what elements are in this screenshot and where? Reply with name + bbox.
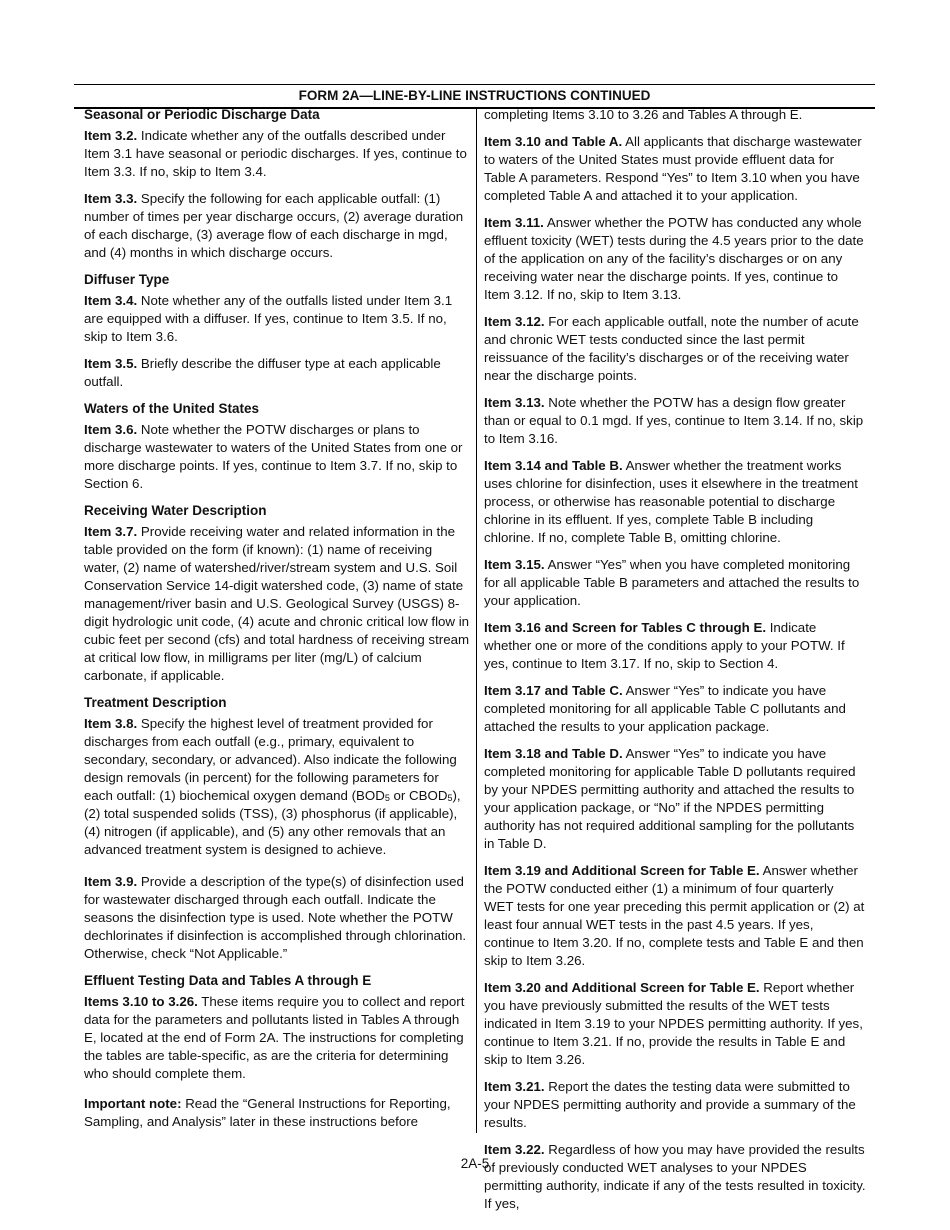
- item-3-5: [84, 355, 470, 391]
- section-heading-waters: Waters of the United States: [84, 401, 260, 416]
- section-heading-diffuser: Diffuser Type: [84, 272, 170, 287]
- important-note: [84, 1095, 470, 1131]
- item-lead: Item 3.6.: [84, 422, 138, 437]
- item-text: For each applicable outfall, note the number of acute and chronic WET tests conducted since the last permit reissuance of the facility’s discharges or of the receiving water near the discharge points.: [484, 314, 859, 383]
- item-text: Indicate whether any of the outfalls described under Item 3.1 have seasonal or periodic discharges. If yes, continue to Item 3.3. If no, skip to Item 3.4.: [84, 128, 467, 179]
- item-3-3: [84, 190, 470, 262]
- item-lead: Item 3.10 and Table A.: [484, 134, 623, 149]
- item-3-13: [484, 394, 866, 448]
- left-column: [84, 106, 470, 1133]
- item-3-8: [84, 715, 470, 859]
- item-lead: Item 3.2.: [84, 128, 138, 143]
- item-text: Answer whether the treatment works uses chlorine for disinfection, uses it elsewhere in the treatment process, or otherwise has reasonable potential to discharge chlorine in its effluent. If yes, complete Table B including chlorine. If no, complete Table B, omitting chlorine.: [484, 458, 858, 545]
- item-3-20: [484, 979, 866, 1069]
- item-lead: Item 3.22.: [484, 1142, 545, 1157]
- item-lead: Item 3.18 and Table D.: [484, 746, 623, 761]
- item-text: or CBOD: [389, 788, 448, 803]
- item-3-19: [484, 862, 866, 970]
- item-3-22: [484, 1141, 866, 1213]
- item-3-7: [84, 523, 470, 685]
- item-3-10: [484, 133, 866, 205]
- page-header: FORM 2A—LINE-BY-LINE INSTRUCTIONS CONTINUED: [74, 84, 875, 109]
- item-text: Answer whether the POTW conducted either (1) a minimum of four quarterly WET tests for one year preceding this permit application or (2) at least four annual WET tests in the past 4.5 years. If yes, continue to Item 3.20. If no, complete tests and Table E and then skip to Item 3.26.: [484, 863, 865, 968]
- item-text: Answer “Yes” when you have completed monitoring for all applicable Table B parameters and attached the results to your application.: [484, 557, 860, 608]
- item-lead: Item 3.16 and Screen for Tables C through E.: [484, 620, 767, 635]
- right-column: [484, 106, 866, 1211]
- item-text: Note whether the POTW has a design flow greater than or equal to 0.1 mgd. If yes, continue to Item 3.14. If no, skip to Item 3.16.: [484, 395, 864, 446]
- item-3-6: [84, 421, 470, 493]
- item-text: Answer “Yes” to indicate you have completed monitoring for applicable Table D pollutants required by your NPDES permitting authority and attached the results to your application package, or “No” if the NPDES permitting authority has not required additional sampling for the pollutants in Table D.: [484, 746, 856, 851]
- item-lead: Item 3.13.: [484, 395, 545, 410]
- item-text: Answer “Yes” to indicate you have completed monitoring for all applicable Table C pollutants and attached the results to your application package.: [484, 683, 846, 734]
- item-lead: Item 3.21.: [484, 1079, 545, 1094]
- item-lead: Item 3.12.: [484, 314, 545, 329]
- items-3-10-to-3-26: [84, 993, 470, 1083]
- item-lead: Item 3.11.: [484, 215, 544, 230]
- item-3-17: [484, 682, 866, 736]
- item-text: These items require you to collect and report data for the parameters and pollutants listed in Tables A through E, located at the end of Form 2A. The instructions for completing the tables are table-specific, as are the criteria for determining who should complete them.: [84, 994, 465, 1081]
- item-text: Provide a description of the type(s) of disinfection used for wastewater discharged through each outfall. Indicate the seasons the disinfection type is used. Note whether the POTW dechlorinates if disinfection is accomplished through chlorination. Otherwise, check “Not Applicable.”: [84, 874, 467, 961]
- item-text: Specify the following for each applicable outfall: (1) number of times per year discharge occurs, (2) average duration of each discharge, (3) average flow of each discharge in mgd, and (4) months in which discharge occurs.: [84, 191, 464, 260]
- page-number: 2A-5: [460, 1156, 490, 1171]
- item-3-4: [84, 292, 470, 346]
- item-lead: Item 3.7.: [84, 524, 138, 539]
- item-3-9: [84, 873, 470, 963]
- item-3-18: [484, 745, 866, 853]
- item-text: Note whether the POTW discharges or plans to discharge wastewater to waters of the United States from one or more discharge points. If yes, continue to Item 3.7. If no, skip to Section 6.: [84, 422, 463, 491]
- item-lead: Item 3.20 and Additional Screen for Table E.: [484, 980, 760, 995]
- item-lead: Important note:: [84, 1096, 182, 1111]
- item-text: Provide receiving water and related information in the table provided on the form (if known): (1) name of receiving water, (2) name of watershed/river/stream system and U.S. Soil Conservation Service 14-digit watershed code, (3) name of state management/river basin and U.S. Geological Survey (USGS) 8-digit hydrologic unit code, (4) acute and chronic critical low flow in cubic feet per second (cfs) and total hardness of receiving stream at critical low flow, in milligrams per liter (mg/L) of calcium carbonate, if applicable.: [84, 524, 470, 683]
- item-text: Specify the highest level of treatment provided for discharges from each outfall (e.g., primary, equivalent to secondary, secondary, or advanced). Also indicate the following design removals (in percent) for the following parameters for each outfall: (1) biochemical oxygen demand (BOD: [84, 716, 457, 803]
- item-text: Note whether any of the outfalls listed under Item 3.1 are equipped with a diffuser. If yes, continue to Item 3.5. If no, skip to Item 3.6.: [84, 293, 453, 344]
- subscript: 5: [384, 793, 390, 803]
- item-3-21: [484, 1078, 866, 1132]
- item-3-12: [484, 313, 866, 385]
- item-text: Briefly describe the diffuser type at each applicable outfall.: [84, 356, 441, 389]
- item-3-14: [484, 457, 866, 547]
- continued-text: completing Items 3.10 to 3.26 and Tables A through E.: [484, 107, 803, 122]
- item-3-11: [484, 214, 866, 304]
- item-lead: Items 3.10 to 3.26.: [84, 994, 198, 1009]
- item-3-16: [484, 619, 866, 673]
- section-heading-treatment: Treatment Description: [84, 695, 227, 710]
- item-lead: Item 3.19 and Additional Screen for Table E.: [484, 863, 760, 878]
- item-lead: Item 3.3.: [84, 191, 138, 206]
- item-text: Regardless of how you may have provided the results of previously conducted WET analyses to your NPDES permitting authority, indicate if any of the tests resulted in toxicity. If yes,: [484, 1142, 866, 1211]
- item-lead: Item 3.9.: [84, 874, 138, 889]
- item-text: Report whether you have previously submitted the results of the WET tests indicated in Item 3.19 to your NPDES permitting authority. If yes, continue to Item 3.21. If no, provide the results in Table E and skip to Item 3.26.: [484, 980, 863, 1067]
- section-heading-receiving: Receiving Water Description: [84, 503, 267, 518]
- item-text: All applicants that discharge wastewater to waters of the United States must provide effluent data for Table A parameters. Respond “Yes” to Item 3.10 when you have completed Table A and attached it to your application.: [484, 134, 862, 203]
- item-text: ), (2) total suspended solids (TSS), (3) phosphorus (if applicable), (4) nitrogen (if applicable), and (5) any other removals that an advanced treatment system is designed to achieve.: [84, 788, 461, 857]
- item-lead: Item 3.17 and Table C.: [484, 683, 623, 698]
- item-lead: Item 3.15.: [484, 557, 545, 572]
- item-lead: Item 3.5.: [84, 356, 138, 371]
- item-3-15: [484, 556, 866, 610]
- column-divider: [476, 108, 477, 1133]
- item-lead: Item 3.8.: [84, 716, 138, 731]
- item-text: Report the dates the testing data were submitted to your NPDES permitting authority and provide a summary of the results.: [484, 1079, 856, 1130]
- item-lead: Item 3.14 and Table B.: [484, 458, 623, 473]
- item-text: Read the “General Instructions for Reporting, Sampling, and Analysis” later in these instructions before: [84, 1096, 451, 1129]
- subscript: 5: [447, 793, 453, 803]
- item-text: Indicate whether one or more of the conditions apply to your POTW. If yes, continue to Item 3.17. If no, skip to Section 4.: [484, 620, 845, 671]
- section-heading-effluent: Effluent Testing Data and Tables A through E: [84, 973, 372, 988]
- item-text: Answer whether the POTW has conducted any whole effluent toxicity (WET) tests during the 4.5 years prior to the date of the application on any of the facility’s discharges or on any receiving water near the discharge points. If yes, continue to Item 3.12. If no, skip to Item 3.13.: [484, 215, 864, 302]
- section-heading-seasonal: Seasonal or Periodic Discharge Data: [84, 107, 320, 122]
- item-lead: Item 3.4.: [84, 293, 138, 308]
- item-3-2: [84, 127, 470, 181]
